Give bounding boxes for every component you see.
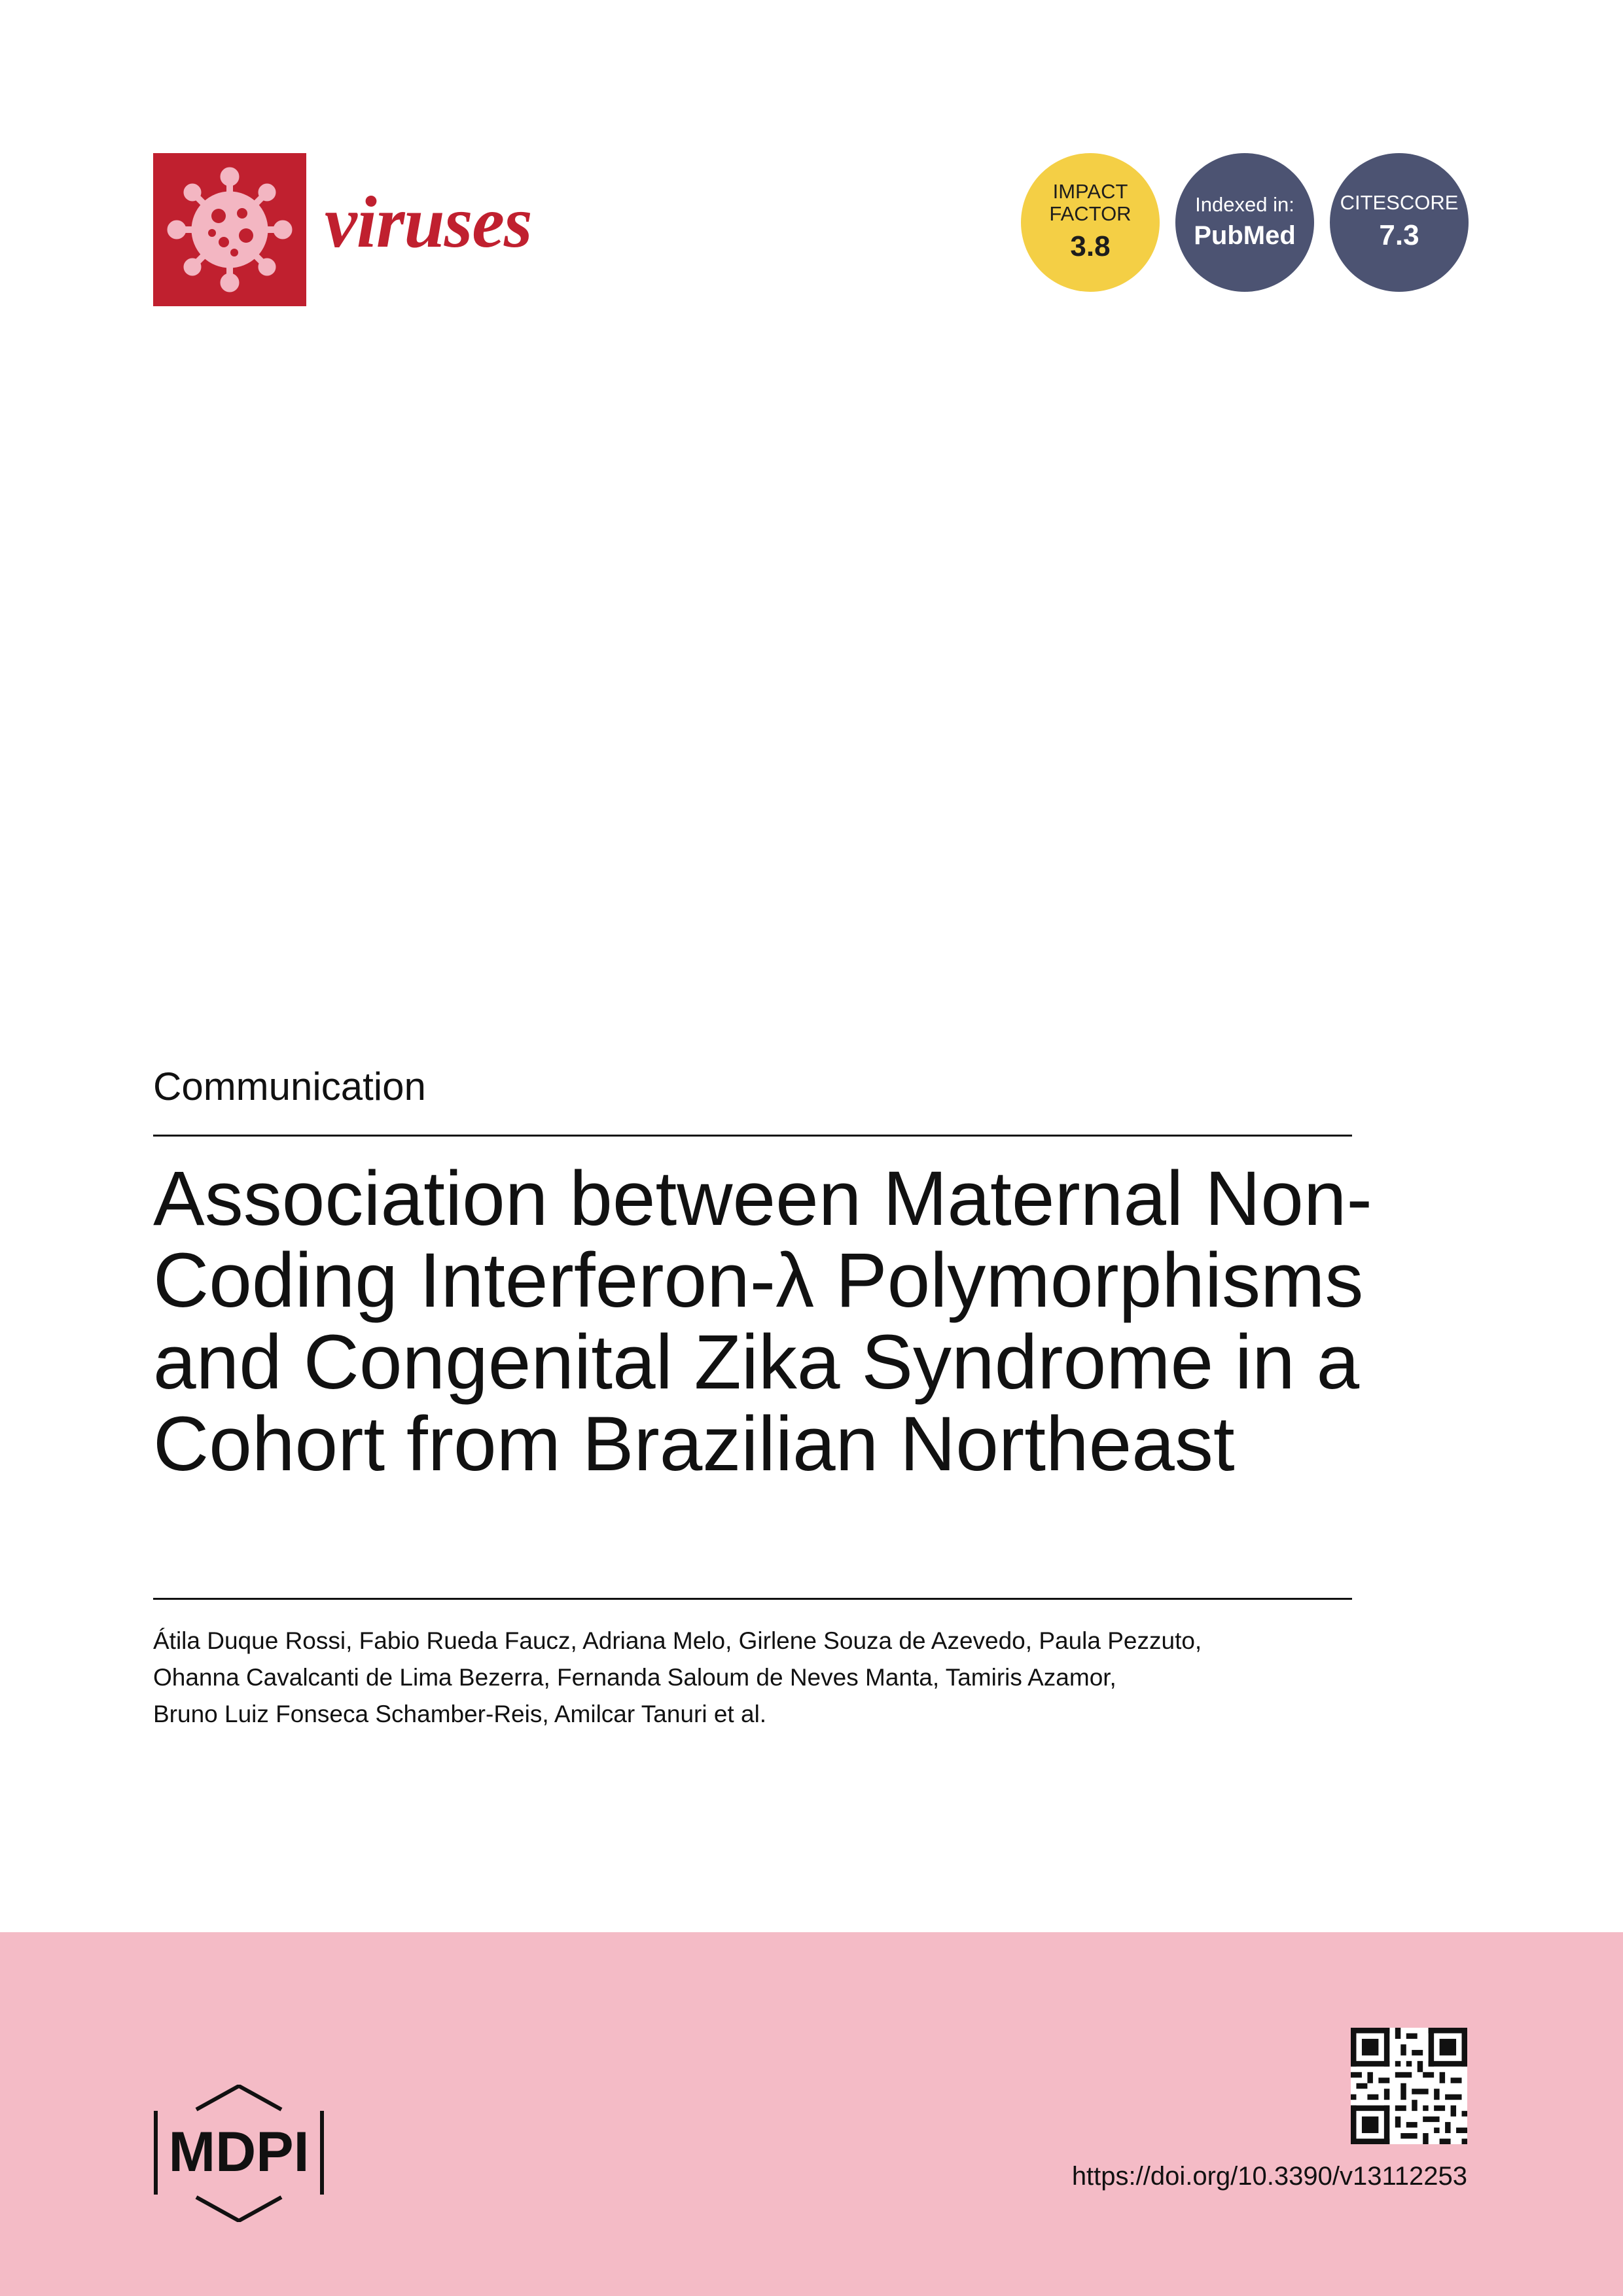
pubmed-badge[interactable]	[1175, 153, 1314, 292]
title-bottom-divider	[153, 1598, 1352, 1600]
journal-name: viruses	[325, 182, 532, 263]
author-line: Átila Duque Rossi, Fabio Rueda Faucz, Adriana Melo, Girlene Souza de Azevedo, Paula Pezzuto,	[153, 1627, 1202, 1654]
mdpi-hexagon-icon	[151, 2085, 327, 2222]
impact-factor-badge[interactable]	[1021, 153, 1160, 292]
impact-factor-line2: FACTOR	[1049, 202, 1132, 225]
article-type: Communication	[153, 1065, 426, 1108]
doi-link[interactable]: https://doi.org/10.3390/v13112253	[1071, 2162, 1467, 2191]
impact-factor-value: 3.8	[1070, 230, 1111, 262]
publisher-name: MDPI	[168, 2121, 310, 2183]
virus-icon	[153, 153, 306, 306]
mdpi-logo	[151, 2085, 327, 2225]
journal-logo	[153, 153, 306, 306]
impact-factor-line1: IMPACT	[1052, 180, 1128, 203]
citescore-badge[interactable]	[1330, 153, 1469, 292]
author-list	[153, 1623, 1397, 1733]
indexed-value: PubMed	[1194, 221, 1296, 250]
article-title: Association between Maternal Non-Coding Interferon-λ Polymorphisms and Congenital Zika Syndrome in a Cohort from Brazilian Northeast	[153, 1156, 1372, 1487]
qr-code-icon[interactable]	[1351, 2028, 1467, 2144]
citescore-value: 7.3	[1379, 219, 1419, 251]
indexed-label: Indexed in:	[1195, 193, 1294, 216]
author-line: Ohanna Cavalcanti de Lima Bezerra, Fernanda Saloum de Neves Manta, Tamiris Azamor,	[153, 1664, 1116, 1691]
title-top-divider	[153, 1135, 1352, 1137]
author-line: Bruno Luiz Fonseca Schamber-Reis, Amilcar Tanuri et al.	[153, 1701, 767, 1727]
citescore-label: CITESCORE	[1340, 191, 1459, 214]
